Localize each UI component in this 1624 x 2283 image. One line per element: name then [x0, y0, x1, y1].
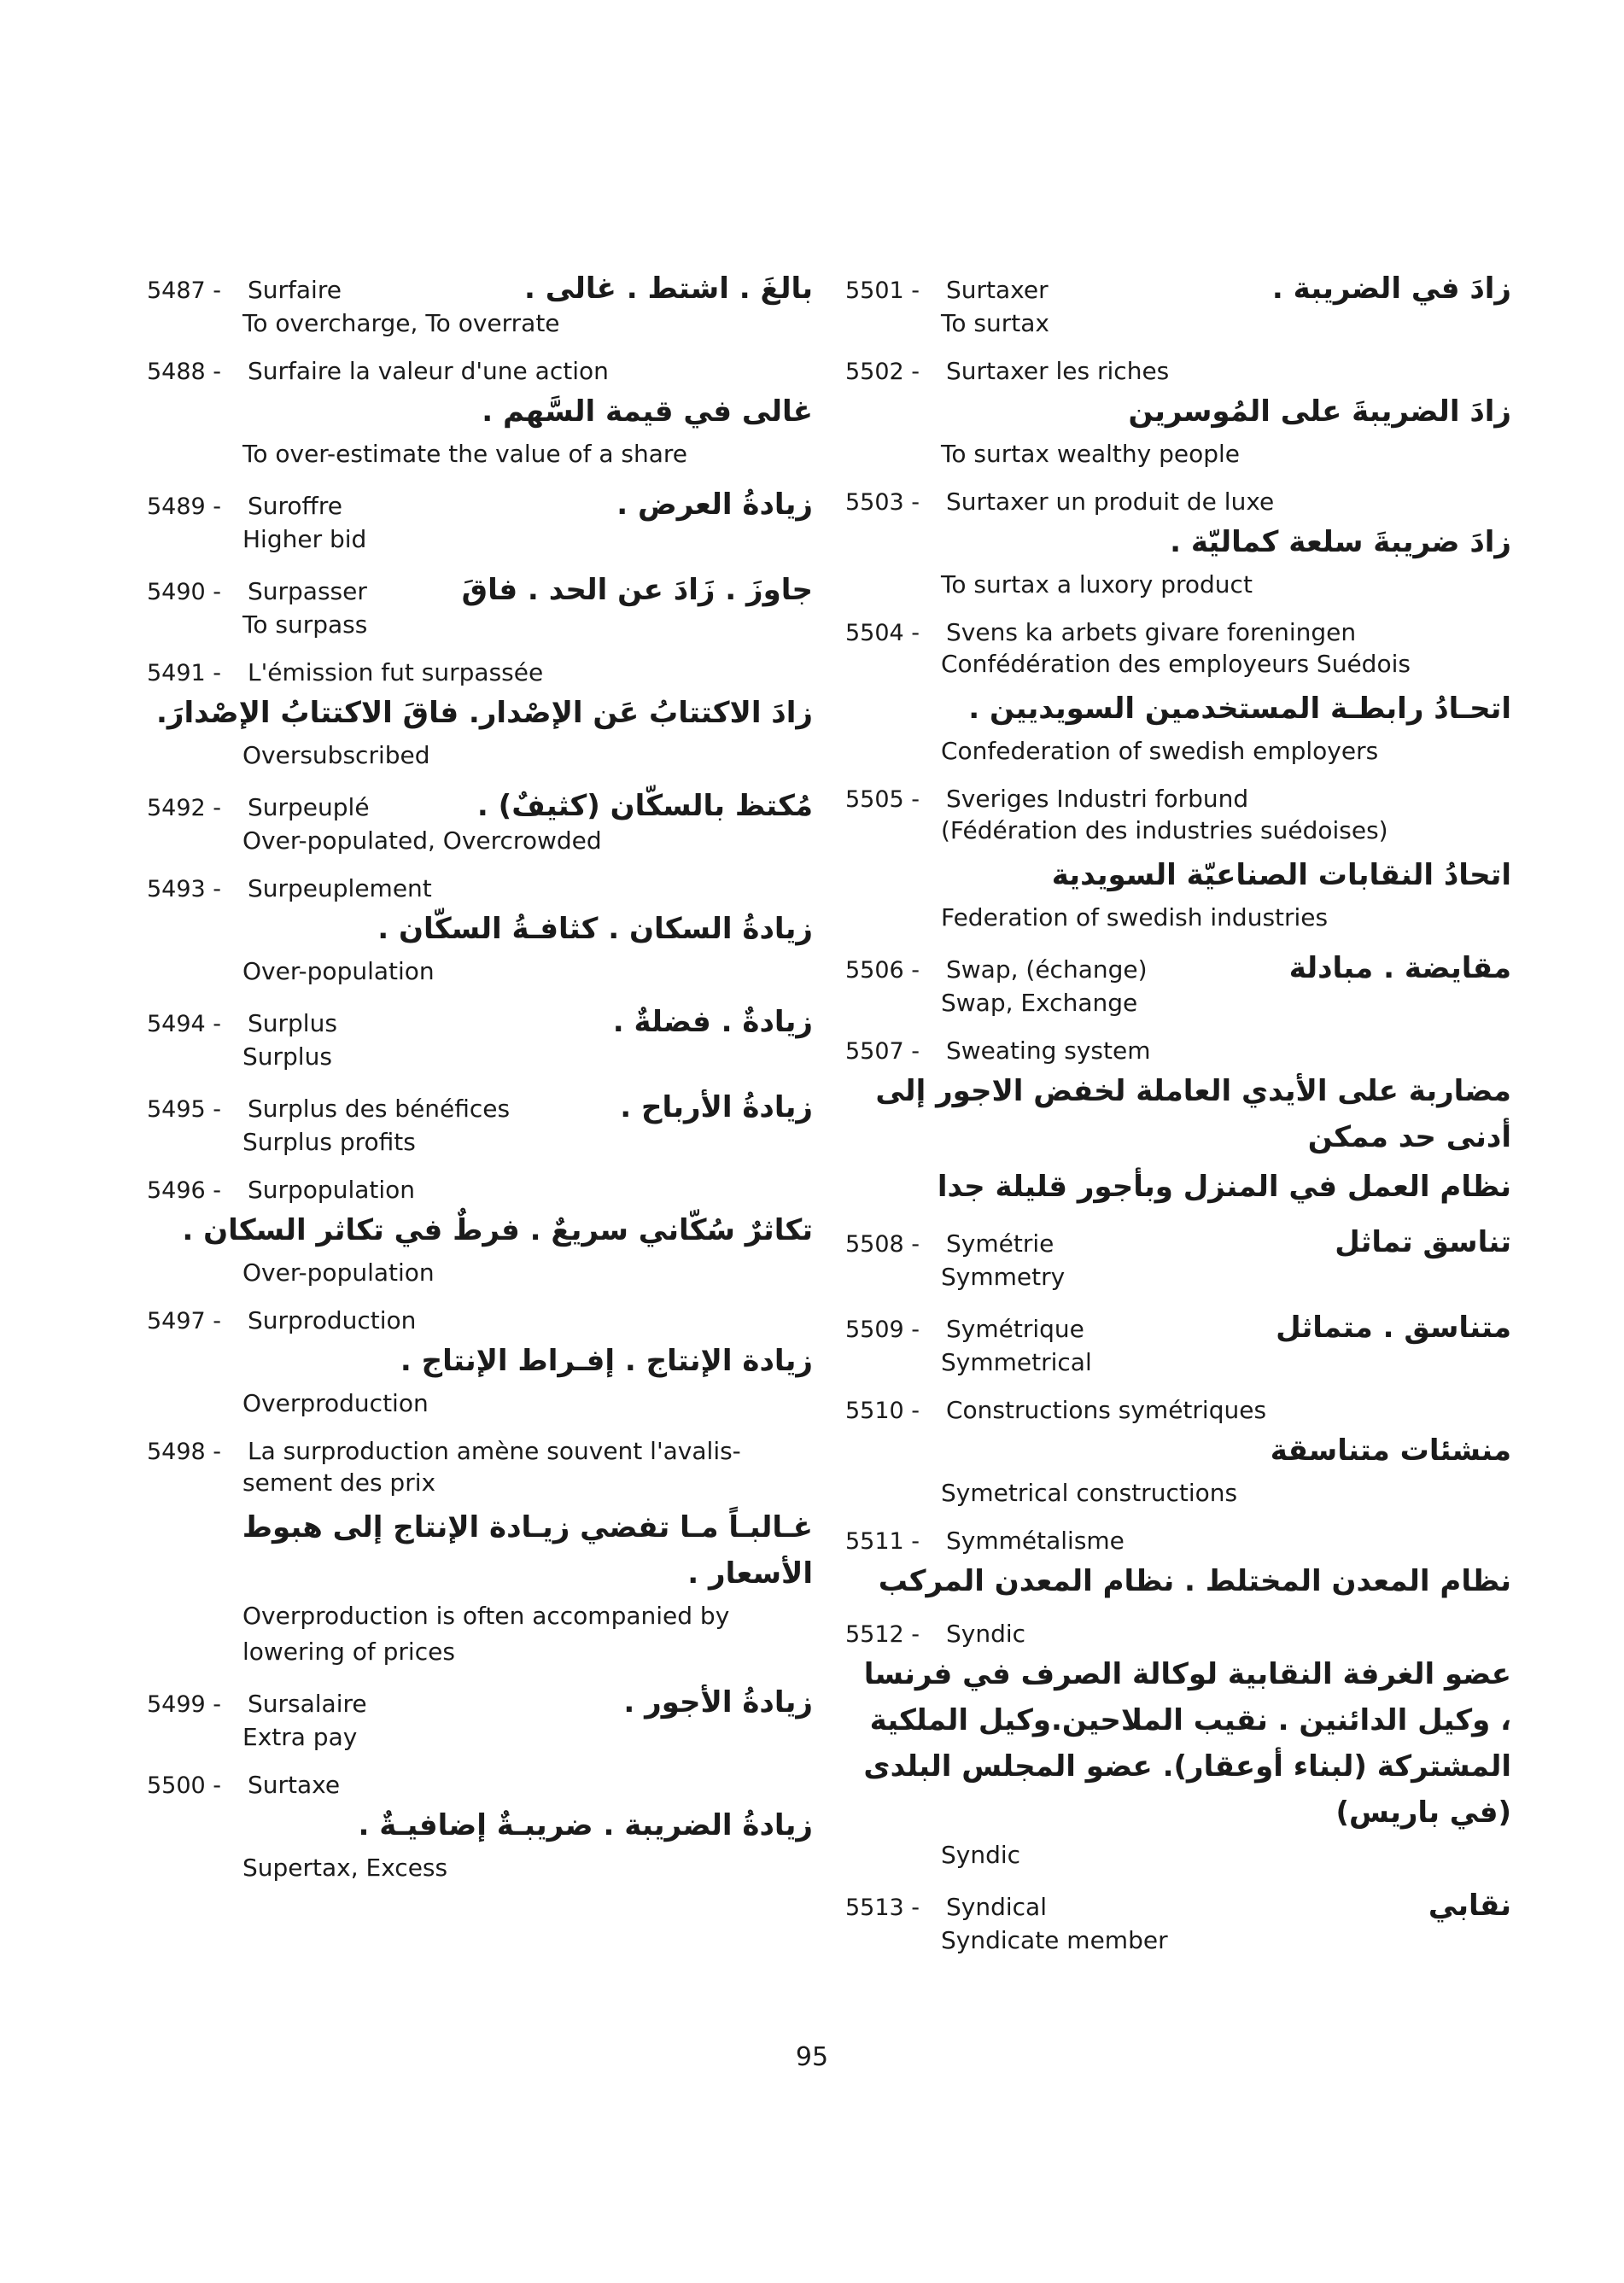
- entry-translation: Extra pay: [242, 1723, 358, 1751]
- entry-head: [147, 573, 813, 607]
- entry-term: Surpasser: [248, 577, 367, 605]
- entry-arabic-block: نظام المعدن المختلط . نظام المعدن المركب: [878, 1564, 1511, 1598]
- entry-translation: Symmetry: [941, 1263, 1066, 1291]
- dictionary-entry: [147, 1176, 813, 1291]
- entry-number: 5513 -: [845, 1895, 920, 1921]
- entry-arabic: نقابي: [1428, 1889, 1511, 1923]
- entry-term: Svens ka arbets givare foreningen: [946, 618, 1357, 646]
- entry-number: 5489 -: [147, 493, 222, 520]
- entry-number: 5510 -: [845, 1398, 920, 1424]
- entry-subline: (Fédération des industries suédoises): [941, 816, 1388, 844]
- entry-head: [147, 658, 813, 686]
- entry-head: [845, 951, 1511, 985]
- entry-number: 5512 -: [845, 1621, 920, 1648]
- entry-translation: Overproduction: [242, 1389, 429, 1417]
- entry-head: [147, 789, 813, 823]
- dictionary-entry: [845, 272, 1511, 342]
- entry-term: Surtaxer les riches: [946, 357, 1170, 385]
- dictionary-entry: [845, 488, 1511, 603]
- entry-head: [845, 1620, 1511, 1648]
- entry-head: [845, 1889, 1511, 1923]
- entry-term: Symétrique: [946, 1315, 1084, 1343]
- entry-arabic: زادَ في الضريبة .: [1271, 272, 1511, 306]
- entry-arabic: زيادةٌ . فضلةٌ .: [612, 1005, 813, 1039]
- entry-number: 5506 -: [845, 957, 920, 984]
- entry-head: [845, 357, 1511, 385]
- entry-term: Swap, (échange): [946, 955, 1148, 984]
- entry-translation: Confederation of swedish employers: [941, 737, 1379, 765]
- entry-arabic-block: زادَ الضريبةَ على المُوسرين: [1128, 394, 1511, 429]
- entry-head: [147, 488, 813, 522]
- entry-number: 5501 -: [845, 277, 920, 304]
- entry-number: 5496 -: [147, 1177, 222, 1204]
- dictionary-entry: [845, 1311, 1511, 1381]
- entry-arabic: متناسق . متماثل: [1276, 1311, 1511, 1345]
- entry-term: La surproduction amène souvent l'avalis-: [248, 1437, 741, 1465]
- entry-translation: Syndic: [941, 1841, 1021, 1869]
- entry-term: Symétrie: [946, 1229, 1054, 1258]
- entry-translation: lowering of prices: [242, 1638, 455, 1666]
- entry-number: 5494 -: [147, 1011, 222, 1037]
- dictionary-entry: [147, 357, 813, 472]
- dictionary-entry: [147, 1090, 813, 1160]
- entry-term: Surpopulation: [248, 1176, 416, 1204]
- entry-head: [147, 357, 813, 385]
- entry-number: 5509 -: [845, 1317, 920, 1343]
- entry-translation: Over-populated, Overcrowded: [242, 826, 602, 855]
- entry-arabic: زيادةُ الأجور .: [623, 1685, 813, 1720]
- entry-head: [845, 1036, 1511, 1065]
- entry-term: Symmétalisme: [946, 1527, 1125, 1555]
- entry-head: [147, 1771, 813, 1799]
- dictionary-entry: [147, 658, 813, 774]
- entry-term: Syndic: [946, 1620, 1026, 1648]
- page-number: 95: [795, 2042, 829, 2072]
- entry-term: Surtaxe: [248, 1771, 341, 1799]
- entry-term: Sursalaire: [248, 1690, 367, 1718]
- entry-arabic-extra: نظام العمل في المنزل وبأجور قليلة جدا: [937, 1170, 1511, 1204]
- entry-term: Syndical: [946, 1893, 1047, 1921]
- entry-term: Surpeuplé: [248, 793, 370, 821]
- entry-head: [845, 488, 1511, 516]
- entry-term: Constructions symétriques: [946, 1396, 1267, 1424]
- entry-head: [845, 618, 1511, 646]
- dictionary-entry: [845, 1225, 1511, 1295]
- entry-number: 5505 -: [845, 786, 920, 813]
- entry-translation: To surpass: [242, 610, 368, 639]
- dictionary-entry: [147, 1005, 813, 1075]
- entry-arabic-block: زيادةُ الضريبة . ضريبـةٌ إضافيـةٌ .: [358, 1808, 813, 1842]
- entry-head: [845, 1225, 1511, 1259]
- entry-translation: Overproduction is often accompanied by: [242, 1602, 730, 1630]
- entry-number: 5511 -: [845, 1528, 920, 1555]
- dictionary-entry: [147, 573, 813, 643]
- entry-number: 5497 -: [147, 1308, 222, 1334]
- entry-subline: sement des prix: [242, 1468, 436, 1497]
- entry-translation: Symmetrical: [941, 1348, 1092, 1376]
- entry-arabic-block: منشئات متناسقة: [1270, 1433, 1511, 1468]
- entry-arabic-block: عضو الغرفة النقابية لوكالة الصرف في فرنسا ، وكيل الدائنين . نقيب الملاحين.وكيل الملكية المشتركة (لبناء أوعقار). عضو المجلس البلدى (في باريس): [863, 1657, 1511, 1830]
- entry-term: Suroffre: [248, 492, 342, 520]
- entry-translation: Higher bid: [242, 525, 367, 553]
- entry-arabic: تناسق تماثل: [1335, 1225, 1511, 1259]
- entry-number: 5495 -: [147, 1096, 222, 1123]
- entry-head: [147, 1005, 813, 1039]
- dictionary-entry: [147, 488, 813, 558]
- dictionary-entry: [845, 785, 1511, 936]
- entry-number: 5491 -: [147, 660, 222, 686]
- entry-arabic-block: زادَ ضريبةَ سلعة كماليّة .: [1170, 525, 1511, 559]
- entry-term: Sweating system: [946, 1036, 1151, 1065]
- entry-arabic-block: زيادة الإنتاج . إفـراط الإنتاج .: [400, 1344, 813, 1378]
- entry-number: 5490 -: [147, 579, 222, 605]
- dictionary-entry: [147, 789, 813, 859]
- right-column: [845, 272, 1511, 1974]
- entry-arabic-block: غالى في قيمة السَّهم .: [482, 394, 813, 429]
- entry-arabic-block: اتحـادُ رابطـة المستخدمين السويديين .: [968, 692, 1511, 726]
- entry-number: 5502 -: [845, 359, 920, 385]
- entry-arabic: مقايضة . مبادلة: [1288, 951, 1511, 985]
- entry-term: Surfaire la valeur d'une action: [248, 357, 609, 385]
- entry-term: Surpeuplement: [248, 874, 432, 902]
- entry-term: Surplus des bénéfices: [248, 1095, 511, 1123]
- entry-head: [147, 1176, 813, 1204]
- dictionary-entry: [845, 618, 1511, 769]
- entry-translation: Supertax, Excess: [242, 1854, 448, 1882]
- entry-head: [845, 785, 1511, 813]
- entry-number: 5493 -: [147, 876, 222, 902]
- entry-arabic-block: زادَ الاكتتابُ عَن الإصْدار. فاقَ الاكتتابُ الإصْدارَ.: [155, 696, 813, 730]
- entry-translation: Symetrical constructions: [941, 1479, 1238, 1507]
- entry-number: 5508 -: [845, 1231, 920, 1258]
- entry-number: 5499 -: [147, 1691, 222, 1718]
- entry-number: 5487 -: [147, 277, 222, 304]
- entry-term: Surtaxer un produit de luxe: [946, 488, 1275, 516]
- entry-translation: Federation of swedish industries: [941, 903, 1329, 931]
- left-column: [147, 272, 813, 1901]
- entry-term: Surplus: [248, 1009, 337, 1037]
- entry-number: 5488 -: [147, 359, 222, 385]
- entry-term: Surproduction: [248, 1306, 417, 1334]
- entry-head: [147, 1306, 813, 1334]
- entry-term: Surtaxer: [946, 276, 1049, 304]
- entry-translation: To surtax wealthy people: [941, 440, 1240, 468]
- entry-number: 5507 -: [845, 1038, 920, 1065]
- entry-number: 5504 -: [845, 620, 920, 646]
- dictionary-entry: [845, 357, 1511, 472]
- entry-arabic-block: اتحادُ النقابات الصناعيّة السويدية: [1051, 858, 1511, 892]
- entry-arabic: زيادةُ الأرباح .: [620, 1090, 813, 1124]
- entry-arabic: جاوزَ . زَادَ عن الحد . فاقَ: [461, 573, 813, 607]
- entry-translation: To over-estimate the value of a share: [242, 440, 688, 468]
- entry-arabic: بالغَ . اشتط . غالى .: [524, 272, 813, 306]
- entry-translation: To overcharge, To overrate: [242, 309, 560, 337]
- entry-head: [147, 1685, 813, 1720]
- entry-term: L'émission fut surpassée: [248, 658, 544, 686]
- entry-head: [147, 1437, 813, 1465]
- dictionary-entry: [147, 1306, 813, 1422]
- entry-subline: Confédération des employeurs Suédois: [941, 650, 1411, 678]
- entry-number: 5503 -: [845, 489, 920, 516]
- entry-head: [147, 1090, 813, 1124]
- entry-head: [845, 1396, 1511, 1424]
- entry-translation: Surplus: [242, 1042, 332, 1071]
- dictionary-entry: [845, 1620, 1511, 1873]
- entry-arabic: مُكتظ بالسكّان (كثيفٌ) .: [476, 789, 813, 823]
- dictionary-entry: [147, 1685, 813, 1755]
- entry-arabic-block: تكاثرٌ سُكّاني سريعٌ . فرطٌ في تكاثر السكان .: [182, 1213, 813, 1247]
- entry-head: [147, 272, 813, 306]
- entry-head: [845, 272, 1511, 306]
- dictionary-entry: [147, 874, 813, 990]
- entry-translation: Oversubscribed: [242, 741, 430, 769]
- dictionary-entry: [845, 1396, 1511, 1511]
- dictionary-entry: [845, 1889, 1511, 1959]
- entry-translation: Surplus profits: [242, 1128, 416, 1156]
- entry-translation: Over-population: [242, 1258, 435, 1287]
- dictionary-entry: [845, 1036, 1511, 1210]
- entry-translation: To surtax: [941, 309, 1049, 337]
- entry-arabic-block: مضاربة على الأيدي العاملة لخفض الاجور إلى أدنى حد ممكن: [875, 1074, 1511, 1154]
- dictionary-entry: [845, 1527, 1511, 1604]
- entry-head: [845, 1527, 1511, 1555]
- entry-number: 5492 -: [147, 795, 222, 821]
- entry-number: 5500 -: [147, 1772, 222, 1799]
- dictionary-entry: [845, 951, 1511, 1021]
- dictionary-entry: [147, 1771, 813, 1886]
- dictionary-entry: [147, 1437, 813, 1670]
- entry-arabic: زيادةُ العرض .: [616, 488, 813, 522]
- entry-term: Surfaire: [248, 276, 342, 304]
- entry-translation: Over-population: [242, 957, 435, 985]
- entry-arabic-block: زيادةُ السكان . كثافـةُ السكّان .: [377, 912, 813, 946]
- entry-term: Sveriges Industri forbund: [946, 785, 1249, 813]
- entry-translation: Swap, Exchange: [941, 989, 1138, 1017]
- entry-translation: To surtax a luxory product: [941, 570, 1253, 598]
- entry-number: 5498 -: [147, 1439, 222, 1465]
- entry-head: [147, 874, 813, 902]
- entry-translation: Syndicate member: [941, 1926, 1168, 1954]
- entry-arabic-block: غـالبـاً مـا تفضي زيـادة الإنتاج إلى هبوط الأسعار .: [242, 1510, 813, 1591]
- entry-head: [845, 1311, 1511, 1345]
- dictionary-entry: [147, 272, 813, 342]
